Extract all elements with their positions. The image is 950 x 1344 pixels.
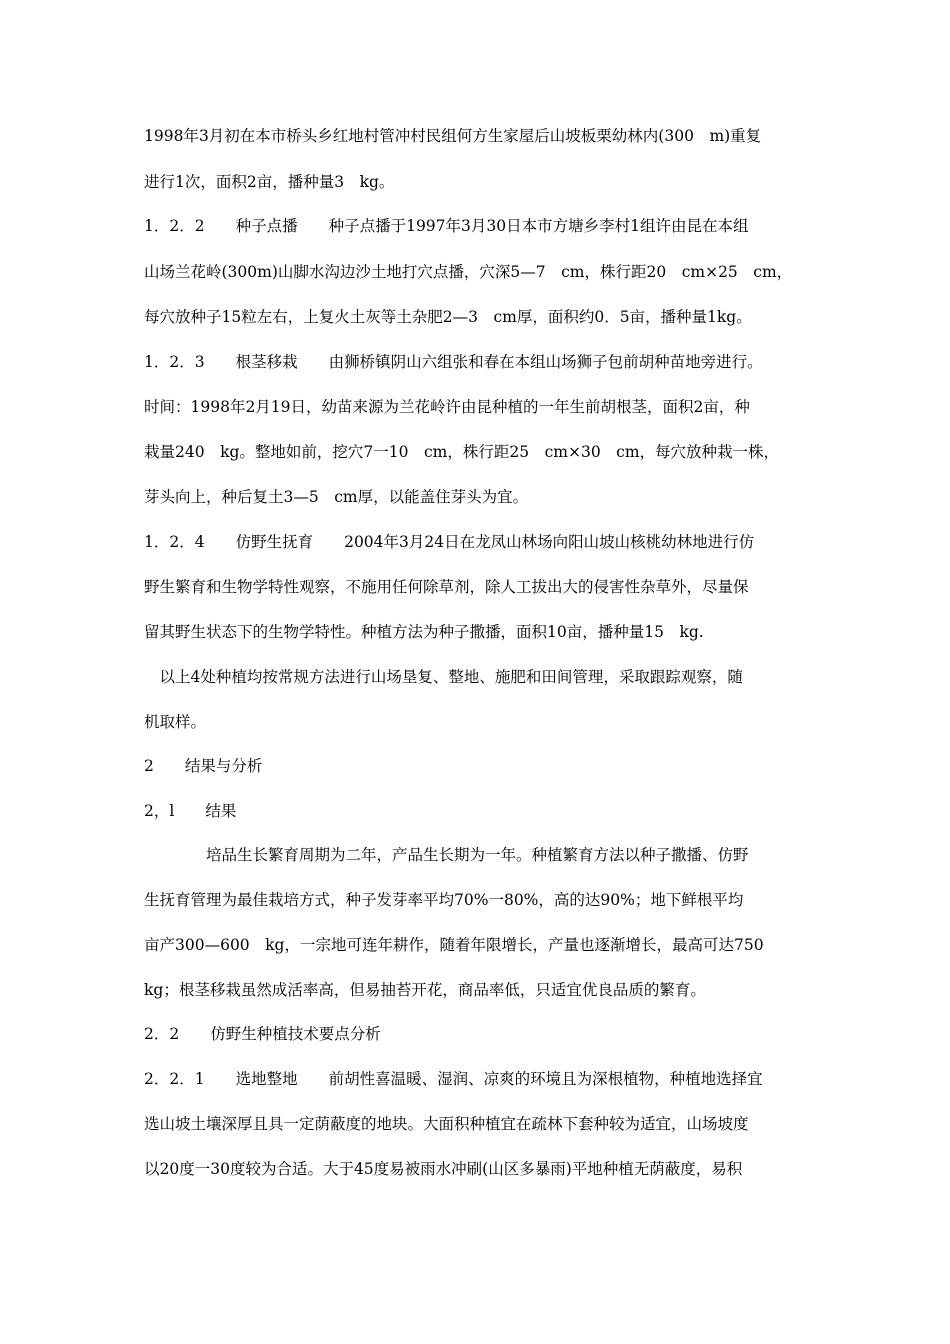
text-line: 生抚育管理为最佳栽培方式，种子发芽率平均70%一80%，高的达90%；地下鲜根平均 xyxy=(144,891,744,909)
section-heading-1-2-3: 1．2．3 根茎移栽 由狮桥镇阴山六组张和春在本组山场狮子包前胡种苗地旁进行。 xyxy=(144,353,763,371)
text-line: 以上4处种植均按常规方法进行山场垦复、整地、施肥和田间管理，采取跟踪观察，随 xyxy=(144,668,743,686)
text-line: 1998年3月初在本市桥头乡红地村管冲村民组何方生家屋后山坡板栗幼林内(300 m)重复 xyxy=(144,127,762,145)
text-line: 栽量240 kg。整地如前，挖穴7一10 cm，株行距25 cm×30 cm，每穴放种栽一株， xyxy=(144,443,780,461)
text-line: 机取样。 xyxy=(144,713,207,731)
text-line: 每穴放种子15粒左右，上复火土灰等土杂肥2—3 cm厚，面积约0．5亩，播种量1kg。 xyxy=(144,308,752,326)
text-line: 芽头向上，种后复土3—5 cm厚，以能盖住芽头为宜。 xyxy=(144,488,529,506)
section-heading-2-1: 2，l 结果 xyxy=(144,802,237,820)
text-line: 野生繁育和生物学特性观察，不施用任何除草剂，除人工拔出大的侵害性杂草外，尽量保 xyxy=(144,578,749,596)
text-line: 时间：1998年2月19日，幼苗来源为兰花岭许由昆种植的一年生前胡根茎，面积2亩，种 xyxy=(144,398,750,416)
section-heading-2-2-1: 2．2．1 选地整地 前胡性喜温暖、湿润、凉爽的环境且为深根植物，种植地选择宜 xyxy=(144,1070,763,1088)
text-line: kg；根茎移栽虽然成活率高，但易抽苔开花，商品率低，只适宜优良品质的繁育。 xyxy=(144,981,706,999)
text-line: 留其野生状态下的生物学特性。种植方法为种子撒播，面积10亩，播种量15 kg. xyxy=(144,623,704,641)
text-line: 选山坡土壤深厚且具一定荫蔽度的地块。大面积种植宜在疏林下套种较为适宜，山场坡度 xyxy=(144,1115,749,1133)
text-line: 以20度一30度较为合适。大于45度易被雨水冲刷(山区多暴雨)平地种植无荫蔽度，易积 xyxy=(144,1160,743,1178)
text-line: 山场兰花岭(300m)山脚水沟边沙土地打穴点播，穴深5—7 cm，株行距20 cm×25 cm， xyxy=(144,263,793,281)
text-line: 亩产300—600 kg，一宗地可连年耕作，随着年限增长，产量也逐渐增长，最高可达750 xyxy=(144,936,764,954)
text-line: 培品生长繁育周期为二年，产品生长期为一年。种植繁育方法以种子撒播、仿野 xyxy=(144,846,749,864)
section-heading-1-2-4: 1．2．4 仿野生抚育 2004年3月24日在龙凤山林场向阳山坡山核桃幼林地进行仿 xyxy=(144,533,755,551)
section-heading-2-2: 2．2 仿野生种植技术要点分析 xyxy=(144,1025,381,1043)
section-heading-1-2-2: 1．2．2 种子点播 种子点播于1997年3月30日本市方塘乡李村1组许由昆在本组 xyxy=(144,217,749,235)
text-line: 进行1次，面积2亩，播种量3 kg。 xyxy=(144,173,395,191)
section-heading-2: 2 结果与分析 xyxy=(144,757,263,775)
